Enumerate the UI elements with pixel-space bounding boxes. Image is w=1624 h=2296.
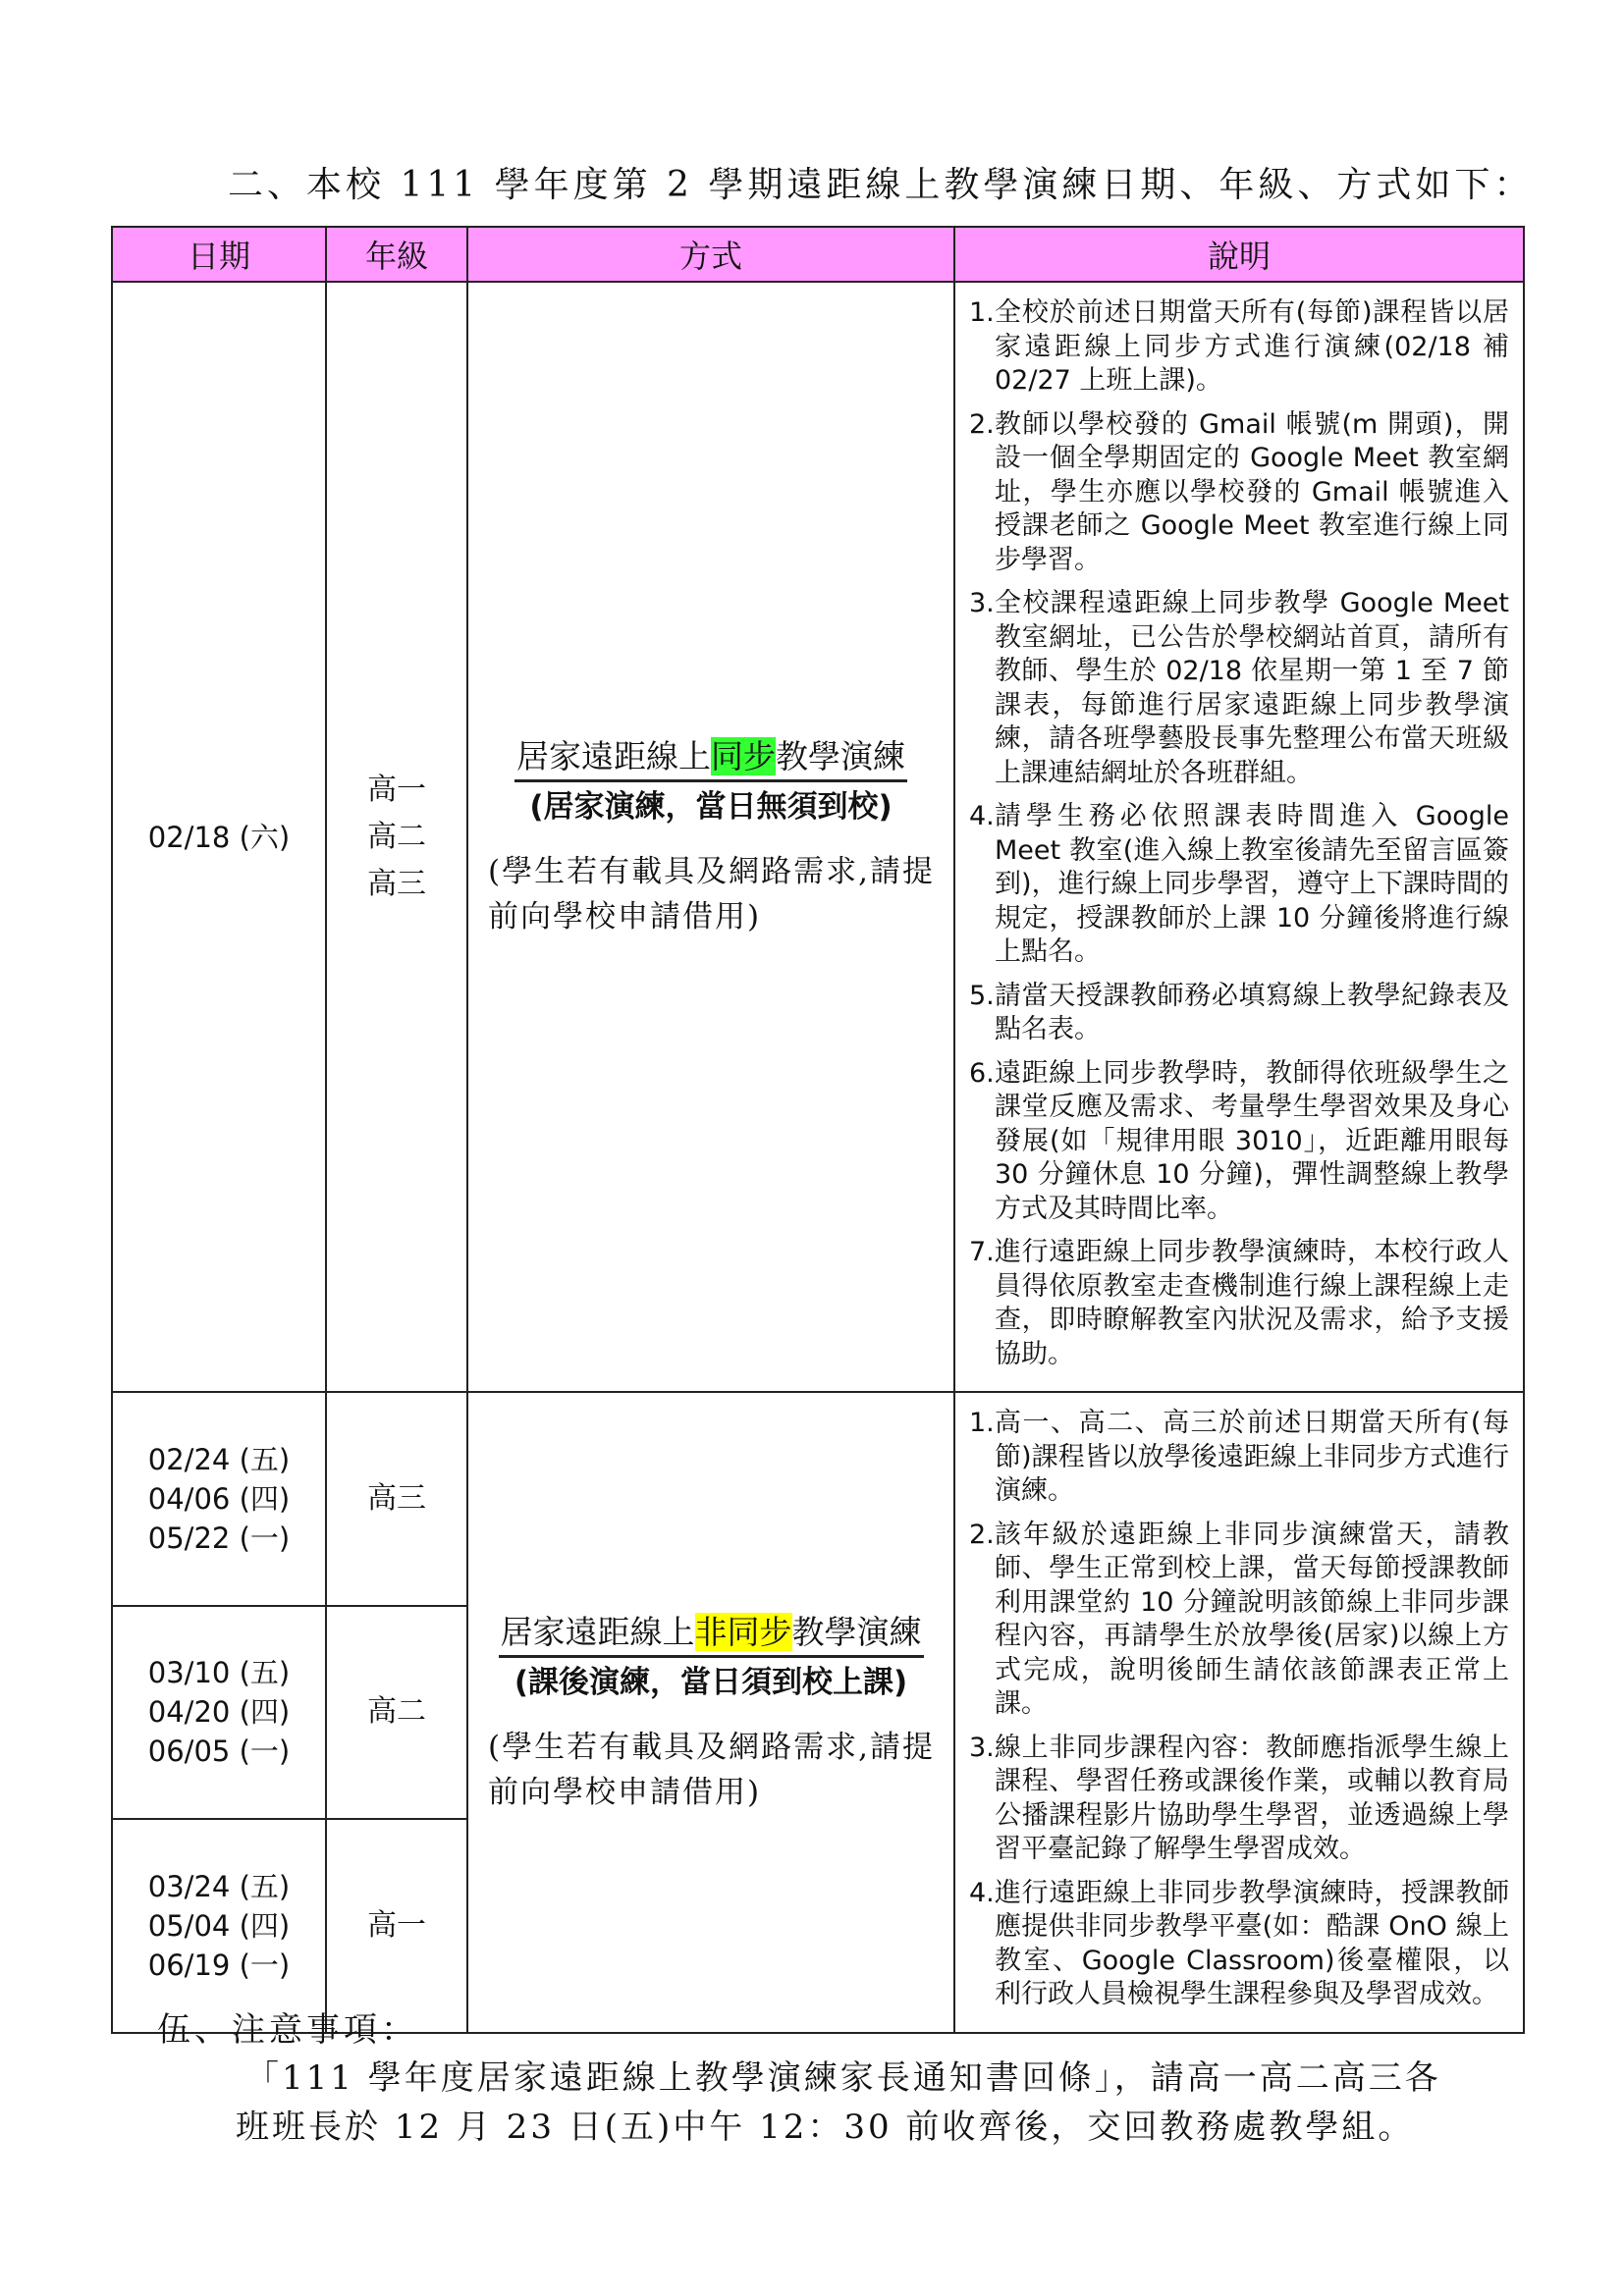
date-cell — [112, 282, 326, 1392]
method-title-text: 居家遠距線上 — [500, 1612, 695, 1651]
method-title — [499, 1610, 924, 1658]
grade-value: 高一 — [367, 1907, 426, 1943]
date-value: 02/18 (六) — [147, 820, 291, 854]
item-number: 4. — [969, 1877, 995, 1908]
item-number: 1. — [969, 297, 995, 328]
item-text: 全校於前述日期當天所有(每節)課程皆以居家遠距線上同步方式進行演練(02/18 補 02/27 上班上課)。 — [995, 297, 1509, 396]
date-value: 06/05 (一) — [147, 1735, 291, 1769]
date-cell — [112, 1392, 326, 1606]
method-subtitle: (居家演練，當日無須到校) — [529, 789, 893, 825]
section-heading: 二、本校 111 學年度第 2 學期遠距線上教學演練日期、年級、方式如下： — [228, 165, 1534, 205]
item-number: 1. — [969, 1408, 995, 1438]
method-highlight: 同步 — [711, 737, 776, 775]
grade-value: 高三 — [367, 866, 426, 901]
grade-cell — [326, 282, 467, 1392]
method-title-text: 教學演練 — [776, 737, 905, 775]
date-value: 03/24 (五) — [147, 1869, 291, 1903]
item-number: 3. — [969, 588, 995, 618]
method-cell — [467, 1392, 954, 2033]
item-text: 請學生務必依照課表時間進入 Google Meet 教室(進入線上教室後請先至留言區簽到)，進行線上同步學習，遵守上下課時間的規定，授課教師於上課 10 分鐘後將進行線上點名。 — [995, 801, 1509, 967]
item-text: 進行遠距線上同步教學演練時，本校行政人員得依原教室走查機制進行線上課程線上走查，即時瞭解教室內狀況及需求，給予支援協助。 — [995, 1237, 1509, 1369]
notes-heading: 伍、注意事項： — [157, 2010, 418, 2050]
item-number: 7. — [969, 1237, 995, 1267]
date-value: 03/10 (五) — [147, 1656, 291, 1690]
item-text: 教師以學校發的 Gmail 帳號(m 開頭)，開設一個全學期固定的 Google Meet 教室網址，學生亦應以學校發的 Gmail 帳號進入授課老師之 Google Meet 教室進行線上同步學習。 — [995, 408, 1509, 575]
item-number: 5. — [969, 980, 995, 1011]
method-highlight: 非同步 — [694, 1612, 792, 1651]
date-value: 06/19 (一) — [147, 1948, 291, 1982]
item-text: 高一、高二、高三於前述日期當天所有(每節)課程皆以放學後遠距線上非同步方式進行演練。 — [995, 1408, 1509, 1506]
method-title — [514, 734, 907, 782]
description-item — [969, 296, 1509, 399]
description-item — [969, 1057, 1509, 1227]
item-number: 4. — [969, 801, 995, 831]
method-title-text: 居家遠距線上 — [516, 737, 711, 775]
grade-value: 高二 — [367, 1694, 426, 1730]
notes-line: 班班長於 12 月 23 日(五)中午 12：30 前收齊後，交回教務處教學組。 — [236, 2108, 1415, 2147]
grade-cell — [326, 1819, 467, 2033]
grade-cell — [326, 1392, 467, 1606]
item-number: 2. — [969, 1519, 995, 1550]
description-list — [969, 1407, 1509, 2012]
grade-cell — [326, 1606, 467, 1820]
date-value: 05/22 (一) — [147, 1521, 291, 1555]
method-note: (學生若有載具及網路需求,請提前向學校申請借用) — [488, 1729, 935, 1810]
description-item — [969, 1877, 1509, 2012]
table-row — [112, 282, 1524, 1392]
header-date: 日期 — [112, 227, 326, 282]
description-item — [969, 1236, 1509, 1371]
description-item — [969, 587, 1509, 790]
table-row — [112, 1392, 1524, 1606]
date-value: 04/20 (四) — [147, 1695, 291, 1730]
date-cell — [112, 1606, 326, 1820]
header-method: 方式 — [467, 227, 954, 282]
date-value: 04/06 (四) — [147, 1481, 291, 1516]
header-grade: 年級 — [326, 227, 467, 282]
item-number: 6. — [969, 1057, 995, 1089]
table-header-row — [112, 227, 1524, 282]
method-title-text: 教學演練 — [791, 1612, 922, 1651]
grade-value: 高三 — [367, 1480, 426, 1516]
header-description: 說明 — [954, 227, 1524, 282]
item-text: 請當天授課教師務必填寫線上教學紀錄表及點名表。 — [995, 980, 1509, 1044]
method-cell — [467, 282, 954, 1392]
item-text: 遠距線上同步教學時，教師得依班級學生之課堂反應及需求、考量學生學習效果及身心發展(如「規律用眼 3010」，近距離用眼每 30 分鐘休息 10 分鐘)，彈性調整線上教學方式及其時間比率。 — [995, 1057, 1509, 1224]
description-item — [969, 1519, 1509, 1722]
grade-value: 高一 — [367, 772, 426, 807]
item-text: 線上非同步課程內容：教師應指派學生線上課程、學習任務或課後作業，或輔以教育局公播課程影片協助學生學習，並透過線上學習平臺記錄了解學生學習成效。 — [995, 1732, 1509, 1864]
description-cell — [954, 1392, 1524, 2033]
grade-value: 高二 — [367, 819, 426, 854]
method-note: (學生若有載具及網路需求,請提前向學校申請借用) — [488, 854, 935, 934]
item-number: 2. — [969, 408, 995, 440]
notes-line: 「111 學年度居家遠距線上教學演練家長通知書回條」，請高一高二高三各 — [245, 2058, 1441, 2098]
date-cell — [112, 1819, 326, 2033]
description-cell — [954, 282, 1524, 1392]
schedule-table — [111, 226, 1525, 2034]
description-item — [969, 800, 1509, 970]
notes-body — [236, 2054, 1522, 2152]
description-list — [969, 296, 1509, 1371]
item-text: 進行遠距線上非同步教學演練時，授課教師應提供非同步教學平臺(如：酷課 OnO 線上教室、Google Classroom)後臺權限，以利行政人員檢視學生課程參與及學習成效。 — [995, 1877, 1509, 2009]
method-subtitle: (課後演練，當日須到校上課) — [514, 1664, 908, 1700]
description-item — [969, 408, 1509, 578]
description-item — [969, 1407, 1509, 1509]
date-value: 05/04 (四) — [147, 1908, 291, 1943]
item-text: 全校課程遠距線上同步教學 Google Meet 教室網址，已公告於學校網站首頁，請所有教師、學生於 02/18 依星期一第 1 至 7 節課表，每節進行居家遠距線上同步教學演練，請各班學藝股長事先整理公布當天班級上課連結網址於各班群組。 — [995, 588, 1509, 788]
item-number: 3. — [969, 1732, 995, 1763]
item-text: 該年級於遠距線上非同步演練當天，請教師、學生正常到校上課，當天每節授課教師利用課堂約 10 分鐘說明該節線上非同步課程內容，再請學生於放學後(居家)以線上方式完成，說明後師生請依該節課表正常上課。 — [995, 1519, 1509, 1719]
description-item — [969, 1732, 1509, 1867]
description-item — [969, 980, 1509, 1047]
date-value: 02/24 (五) — [147, 1442, 291, 1476]
